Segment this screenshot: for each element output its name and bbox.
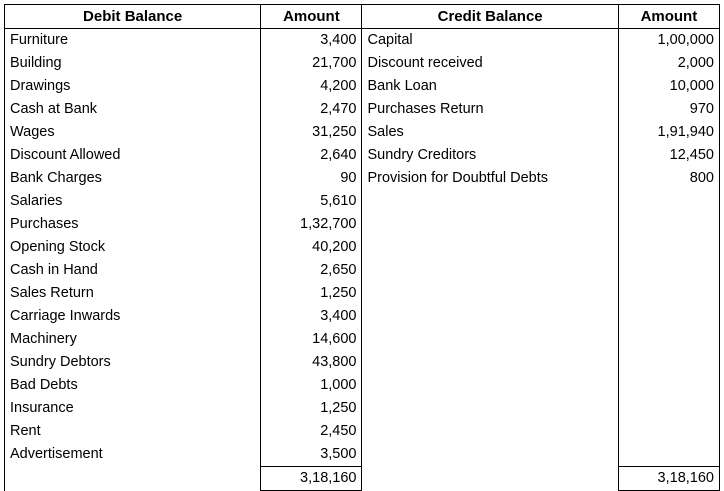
credit-total-label [362,467,618,491]
debit-particular-cell: Purchases [5,213,261,236]
credit-amount-cell [618,328,719,351]
debit-particular-cell: Bank Charges [5,167,261,190]
debit-amount-cell: 1,250 [261,397,362,420]
debit-particular-cell: Advertisement [5,443,261,467]
table-row [5,29,720,53]
debit-amount-cell: 1,32,700 [261,213,362,236]
credit-particular-cell: Provision for Doubtful Debts [362,167,618,190]
table-row [5,190,720,213]
debit-amount-cell: 31,250 [261,121,362,144]
debit-amount-cell: 14,600 [261,328,362,351]
debit-particular-cell: Salaries [5,190,261,213]
debit-amount-cell: 2,470 [261,98,362,121]
credit-particular-cell [362,397,618,420]
table-row [5,52,720,75]
credit-particular-cell [362,328,618,351]
credit-particular-cell [362,374,618,397]
credit-amount-cell [618,213,719,236]
debit-amount-cell: 2,450 [261,420,362,443]
debit-amount-cell: 43,800 [261,351,362,374]
table-row [5,144,720,167]
credit-particular-cell: Discount received [362,52,618,75]
table-row [5,305,720,328]
credit-particular-cell [362,420,618,443]
column-header-debit-amount: Amount [261,5,362,29]
table-body [5,29,720,491]
debit-amount-cell: 90 [261,167,362,190]
credit-amount-cell [618,420,719,443]
column-header-credit-amount: Amount [618,5,719,29]
table-row [5,213,720,236]
debit-particular-cell: Furniture [5,29,261,53]
debit-amount-cell: 5,610 [261,190,362,213]
credit-amount-cell [618,374,719,397]
credit-amount-cell [618,236,719,259]
credit-amount-cell [618,397,719,420]
debit-particular-cell: Cash at Bank [5,98,261,121]
table-row [5,282,720,305]
debit-amount-cell: 21,700 [261,52,362,75]
credit-amount-cell [618,282,719,305]
debit-particular-cell: Rent [5,420,261,443]
credit-particular-cell: Bank Loan [362,75,618,98]
credit-amount-cell [618,351,719,374]
credit-amount-cell: 2,000 [618,52,719,75]
debit-particular-cell: Machinery [5,328,261,351]
trial-balance-sheet [0,4,724,490]
credit-particular-cell [362,213,618,236]
credit-particular-cell [362,259,618,282]
debit-particular-cell: Carriage Inwards [5,305,261,328]
table-row [5,75,720,98]
table-row [5,236,720,259]
debit-amount-cell: 2,640 [261,144,362,167]
debit-particular-cell: Drawings [5,75,261,98]
credit-particular-cell: Capital [362,29,618,53]
credit-particular-cell [362,282,618,305]
table-row [5,420,720,443]
column-header-credit-balance: Credit Balance [362,5,618,29]
credit-particular-cell [362,443,618,467]
table-row [5,374,720,397]
credit-amount-cell [618,190,719,213]
debit-particular-cell: Building [5,52,261,75]
debit-particular-cell: Sundry Debtors [5,351,261,374]
credit-particular-cell [362,190,618,213]
credit-amount-cell: 1,00,000 [618,29,719,53]
debit-total-label [5,467,261,491]
debit-particular-cell: Cash in Hand [5,259,261,282]
credit-amount-cell: 10,000 [618,75,719,98]
header-row [5,5,720,29]
debit-particular-cell: Sales Return [5,282,261,305]
debit-amount-cell: 3,400 [261,29,362,53]
trial-balance-table [4,4,720,491]
credit-amount-cell: 970 [618,98,719,121]
debit-particular-cell: Bad Debts [5,374,261,397]
debit-amount-cell: 2,650 [261,259,362,282]
debit-amount-cell: 40,200 [261,236,362,259]
column-header-debit-balance: Debit Balance [5,5,261,29]
debit-amount-cell: 3,400 [261,305,362,328]
credit-amount-cell: 1,91,940 [618,121,719,144]
credit-amount-cell: 12,450 [618,144,719,167]
credit-amount-cell [618,305,719,328]
table-row [5,98,720,121]
credit-particular-cell [362,305,618,328]
debit-particular-cell: Wages [5,121,261,144]
table-row [5,121,720,144]
debit-particular-cell: Insurance [5,397,261,420]
table-header [5,5,720,29]
table-row [5,443,720,467]
credit-amount-cell: 800 [618,167,719,190]
total-row [5,467,720,491]
table-row [5,167,720,190]
debit-total-amount: 3,18,160 [261,467,362,491]
credit-amount-cell [618,259,719,282]
credit-particular-cell [362,351,618,374]
table-row [5,328,720,351]
table-row [5,259,720,282]
table-row [5,397,720,420]
debit-amount-cell: 1,250 [261,282,362,305]
credit-particular-cell: Sales [362,121,618,144]
credit-particular-cell: Purchases Return [362,98,618,121]
debit-amount-cell: 3,500 [261,443,362,467]
debit-amount-cell: 1,000 [261,374,362,397]
credit-total-amount: 3,18,160 [618,467,719,491]
credit-amount-cell [618,443,719,467]
table-row [5,351,720,374]
debit-particular-cell: Discount Allowed [5,144,261,167]
credit-particular-cell: Sundry Creditors [362,144,618,167]
credit-particular-cell [362,236,618,259]
debit-amount-cell: 4,200 [261,75,362,98]
debit-particular-cell: Opening Stock [5,236,261,259]
